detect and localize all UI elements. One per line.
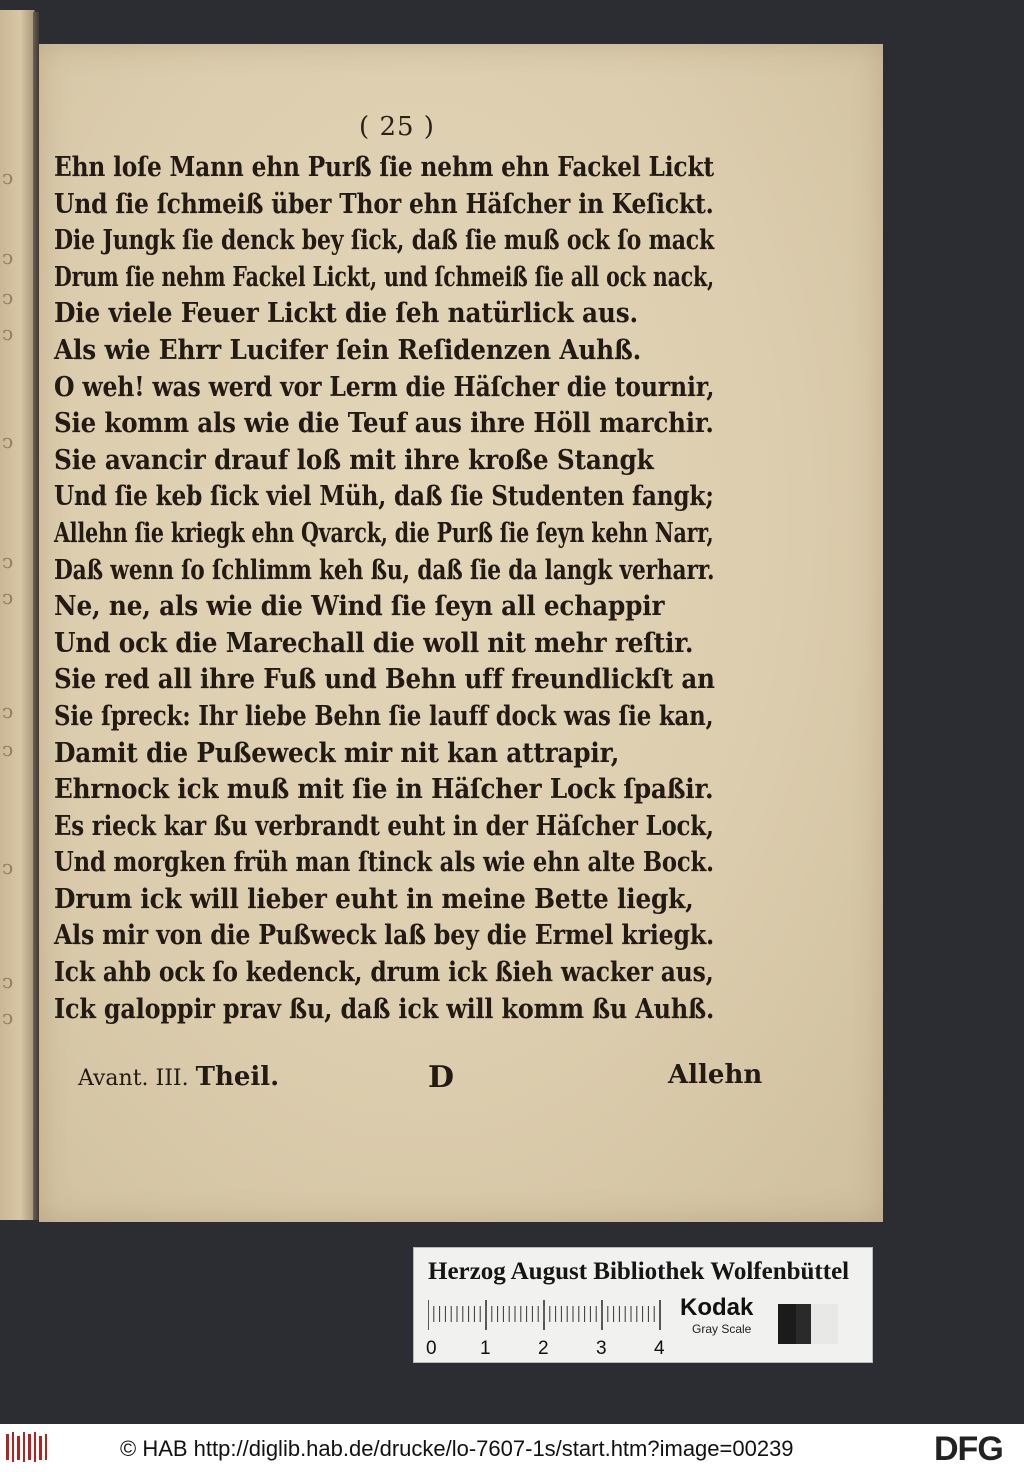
verse-line: Und morgken früh man ſtinck als wie ehn alte Bock. [54, 847, 714, 879]
verse-line: Ehn loſe Mann ehn Purß ſie nehm ehn Fackel Lickt [54, 152, 715, 183]
verse-line: Daß wenn ſo ſchlimm keh ßu, daß ſie da langk verharr. [54, 554, 715, 586]
bleed-mark: ↄ [2, 321, 14, 345]
ruler-label: 4 [654, 1338, 665, 1359]
page-footer [78, 1060, 763, 1098]
verse-line: Sie avancir drauf loß mit ihre kroße Stangk [54, 444, 654, 476]
bleed-mark: ↄ [2, 285, 14, 309]
bleed-mark: ↄ [2, 165, 14, 189]
credit-bar [0, 1424, 1024, 1472]
signature-fraktur: Theil. [195, 1062, 280, 1092]
credit-url: © HAB http://diglib.hab.de/drucke/lo-7607-1s/start.htm?image=00239 [120, 1436, 794, 1461]
signature-roman: Avant. III. [78, 1066, 189, 1091]
page-number: ( 25 ) [359, 112, 435, 142]
verse-line: Drum ſie nehm Fackel Lickt, und ſchmeiß ſie all ock nack, [54, 261, 715, 293]
verse-line: Sie ſpreck: Ihr liebe Behn ſie lauff dock was ſie kan, [54, 700, 714, 732]
ruler-label: 1 [480, 1338, 491, 1359]
color-scale-card [413, 1247, 873, 1363]
bleed-mark: ↄ [2, 737, 14, 761]
ruler-icon [428, 1300, 678, 1330]
gray-scale-label: Gray Scale [692, 1322, 752, 1336]
verse-line: Ick ahb ock ſo kedenck, drum ick ßieh wacker aus, [54, 957, 714, 989]
ruler-label: 3 [596, 1338, 607, 1359]
verse-line: Allehn ſie kriegk ehn Qvarck, die Purß ſie ſeyn kehn Narr, [54, 517, 714, 549]
verse-line: Es rieck kar ßu verbrandt euht in der Häſcher Lock, [54, 810, 714, 842]
verse-line: Und ſie ſchmeiß über Thor ehn Häſcher in Keſickt. [54, 188, 714, 220]
bleed-mark: ↄ [2, 969, 14, 993]
verse-line: Drum ick will lieber euht in meine Bette liegk, [54, 883, 694, 915]
poem-text [54, 150, 774, 1028]
verse-line: Die Jungk ſie denck bey ſick, daß ſie muß ock ſo mack [54, 225, 715, 257]
bleed-mark: ↄ [2, 245, 14, 269]
verse-line: Die viele Feuer Lickt die ſeh natürlick aus. [54, 298, 638, 330]
gathering-letter: D [428, 1060, 455, 1095]
gray-scale-swatch [778, 1304, 838, 1344]
hab-logo-icon [6, 1432, 48, 1462]
verse-line: Sie komm als wie die Teuf aus ihre Höll marchir. [54, 408, 714, 440]
dfg-logo: DFG [934, 1430, 1003, 1468]
signature-mark [78, 1062, 279, 1092]
ruler-label: 0 [426, 1338, 437, 1359]
verse-line: Sie red all ihre Fuß und Behn uff freundlickſt an [54, 664, 715, 696]
bleed-mark: ↄ [2, 1005, 14, 1029]
verse-line: Und ock die Marechall die woll nit mehr reſtir. [54, 627, 694, 659]
catchword: Allehn [668, 1060, 763, 1090]
verse-line: Ick galoppir prav ßu, daß ick will komm ßu Auhß. [54, 993, 715, 1025]
verse-line: Ehrnock ick muß mit ſie in Häſcher Lock ſpaßir. [54, 774, 714, 806]
verse-line: O weh! was werd vor Lerm die Häſcher die tournir, [54, 371, 715, 403]
ruler-label: 2 [538, 1338, 549, 1359]
kodak-brand: Kodak [680, 1294, 754, 1321]
bleed-mark: ↄ [2, 585, 14, 609]
bleed-mark: ↄ [2, 549, 14, 573]
verse-line: Damit die Pußeweck mir nit kan attrapir, [54, 737, 620, 769]
bleed-mark: ↄ [2, 855, 14, 879]
bleed-mark: ↄ [2, 699, 14, 723]
verse-line: Als wie Ehrr Lucifer ſein Reſidenzen Auhß. [54, 334, 642, 366]
library-name: Herzog August Bibliothek Wolfenbüttel [428, 1258, 850, 1285]
adjacent-page-edge [0, 10, 35, 1220]
verse-line: Ne, ne, als wie die Wind ſie ſeyn all echappir [54, 591, 665, 623]
verse-line: Als mir von die Pußweck laß bey die Ermel kriegk. [54, 920, 715, 952]
bleed-mark: ↄ [2, 429, 14, 453]
verse-line: Und ſie keb ſick viel Müh, daß ſie Studenten fangk; [54, 481, 714, 513]
